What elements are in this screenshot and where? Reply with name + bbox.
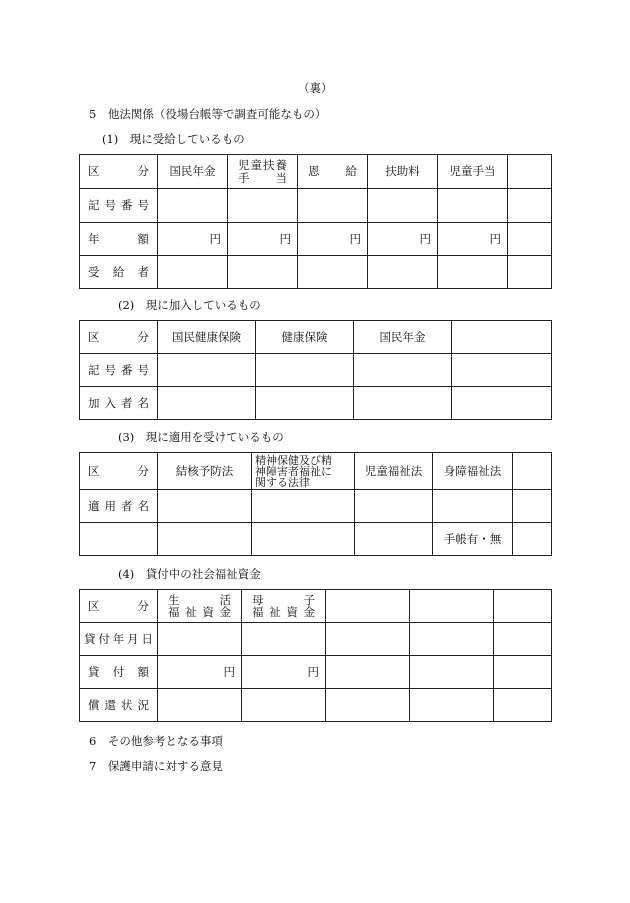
table-row bbox=[80, 155, 552, 189]
table-row bbox=[80, 689, 552, 722]
header-kenko-hoken: 健康保険 bbox=[256, 321, 354, 354]
table-receiving bbox=[79, 154, 552, 289]
page-marker: （裏） bbox=[298, 81, 333, 95]
table-row bbox=[80, 256, 552, 289]
table-row bbox=[80, 189, 552, 223]
table-row bbox=[80, 590, 552, 623]
header-blank bbox=[513, 453, 552, 490]
cell[interactable] bbox=[508, 189, 552, 223]
cell[interactable] bbox=[410, 689, 494, 722]
yen-cell[interactable] bbox=[494, 656, 552, 689]
table-row bbox=[80, 656, 552, 689]
cell[interactable] bbox=[158, 490, 252, 523]
row-label: 貸付額 bbox=[80, 656, 158, 689]
row-label: 加入者名 bbox=[80, 387, 158, 420]
header-seikatsu-fukushi-shikin: 生 活 福祉資金 bbox=[158, 590, 242, 623]
cell[interactable] bbox=[158, 354, 256, 387]
cell[interactable] bbox=[368, 256, 438, 289]
header-kekkaku-yobo-ho: 結核予防法 bbox=[158, 453, 252, 490]
cell[interactable] bbox=[228, 256, 298, 289]
cell[interactable] bbox=[298, 189, 368, 223]
cell[interactable] bbox=[513, 523, 552, 556]
table-row bbox=[80, 523, 552, 556]
row-label: 年 額 bbox=[80, 223, 158, 256]
header-kokumin-nenkin: 国民年金 bbox=[158, 155, 228, 189]
header-boshi-fukushi-shikin: 母 子 福祉資金 bbox=[242, 590, 326, 623]
table-row bbox=[80, 623, 552, 656]
techo-ari-nashi[interactable]: 手帳有・無 bbox=[433, 523, 513, 556]
row-label: 記号番号 bbox=[80, 354, 158, 387]
table-row bbox=[80, 321, 552, 354]
subsection-2-title: (2) 現に加入しているもの bbox=[118, 298, 261, 312]
cell[interactable] bbox=[242, 689, 326, 722]
cell[interactable] bbox=[228, 189, 298, 223]
header-blank bbox=[494, 590, 552, 623]
section-5-title: 5 他法関係（役場台帳等で調査可能なもの） bbox=[89, 107, 327, 121]
cell[interactable] bbox=[158, 256, 228, 289]
cell[interactable] bbox=[494, 689, 552, 722]
table-applied bbox=[79, 452, 552, 556]
section-7-title: 7 保護申請に対する意見 bbox=[89, 759, 223, 773]
cell[interactable] bbox=[452, 354, 552, 387]
cell[interactable] bbox=[452, 387, 552, 420]
row-label bbox=[80, 523, 158, 556]
row-label: 貸付年月日 bbox=[80, 623, 158, 656]
yen-cell[interactable]: 円 bbox=[298, 223, 368, 256]
header-kokumin-kenko-hoken: 国民健康保険 bbox=[158, 321, 256, 354]
cell[interactable] bbox=[355, 523, 433, 556]
cell[interactable] bbox=[252, 490, 355, 523]
table-row bbox=[80, 354, 552, 387]
cell[interactable] bbox=[298, 256, 368, 289]
table-row bbox=[80, 490, 552, 523]
yen-cell[interactable] bbox=[326, 656, 410, 689]
cell[interactable] bbox=[354, 354, 452, 387]
header-jido-fukushi-ho: 児童福祉法 bbox=[355, 453, 433, 490]
subsection-3-title: (3) 現に適用を受けているもの bbox=[118, 430, 284, 444]
cell[interactable] bbox=[513, 490, 552, 523]
cell[interactable] bbox=[438, 256, 508, 289]
header-blank bbox=[326, 590, 410, 623]
header-kokumin-nenkin: 国民年金 bbox=[354, 321, 452, 354]
yen-cell[interactable]: 円 bbox=[158, 656, 242, 689]
header-blank bbox=[410, 590, 494, 623]
row-label: 区 分 bbox=[80, 321, 158, 354]
cell[interactable] bbox=[158, 523, 252, 556]
table-loans bbox=[79, 589, 552, 722]
cell[interactable] bbox=[508, 256, 552, 289]
table-enrolled bbox=[79, 320, 552, 420]
cell[interactable] bbox=[438, 189, 508, 223]
yen-cell[interactable] bbox=[508, 223, 552, 256]
cell[interactable] bbox=[355, 490, 433, 523]
cell[interactable] bbox=[242, 623, 326, 656]
header-jido-fuyo-teate: 児童扶養 手 当 bbox=[228, 155, 298, 189]
cell[interactable] bbox=[158, 387, 256, 420]
subsection-1-title: (1) 現に受給しているもの bbox=[102, 132, 245, 146]
header-jido-teate: 児童手当 bbox=[438, 155, 508, 189]
row-label: 償還状況 bbox=[80, 689, 158, 722]
cell[interactable] bbox=[256, 354, 354, 387]
header-blank bbox=[452, 321, 552, 354]
cell[interactable] bbox=[158, 189, 228, 223]
cell[interactable] bbox=[158, 689, 242, 722]
row-label: 適用者名 bbox=[80, 490, 158, 523]
cell[interactable] bbox=[494, 623, 552, 656]
cell[interactable] bbox=[410, 623, 494, 656]
row-label: 区 分 bbox=[80, 453, 158, 490]
table-row bbox=[80, 387, 552, 420]
header-blank bbox=[508, 155, 552, 189]
header-onkyu: 恩 給 bbox=[298, 155, 368, 189]
row-label: 記号番号 bbox=[80, 189, 158, 223]
yen-cell[interactable]: 円 bbox=[158, 223, 228, 256]
section-6-title: 6 その他参考となる事項 bbox=[89, 734, 223, 748]
cell[interactable] bbox=[256, 387, 354, 420]
cell[interactable] bbox=[252, 523, 355, 556]
yen-cell[interactable] bbox=[410, 656, 494, 689]
yen-cell[interactable]: 円 bbox=[368, 223, 438, 256]
header-seishin-hoken-ho: 精神保健及び精 神障害者福祉に 関する法律 bbox=[252, 453, 355, 490]
row-label: 区 分 bbox=[80, 590, 158, 623]
cell[interactable] bbox=[433, 490, 513, 523]
table-row bbox=[80, 453, 552, 490]
yen-cell[interactable]: 円 bbox=[438, 223, 508, 256]
row-label: 区 分 bbox=[80, 155, 158, 189]
header-shinsho-fukushi-ho: 身障福祉法 bbox=[433, 453, 513, 490]
table-row bbox=[80, 223, 552, 256]
row-label: 受給者 bbox=[80, 256, 158, 289]
cell[interactable] bbox=[326, 689, 410, 722]
subsection-4-title: (4) 貸付中の社会福祉資金 bbox=[118, 567, 261, 581]
cell[interactable] bbox=[368, 189, 438, 223]
yen-cell[interactable]: 円 bbox=[242, 656, 326, 689]
cell[interactable] bbox=[326, 623, 410, 656]
yen-cell[interactable]: 円 bbox=[228, 223, 298, 256]
cell[interactable] bbox=[354, 387, 452, 420]
header-fujoryo: 扶助料 bbox=[368, 155, 438, 189]
cell[interactable] bbox=[158, 623, 242, 656]
